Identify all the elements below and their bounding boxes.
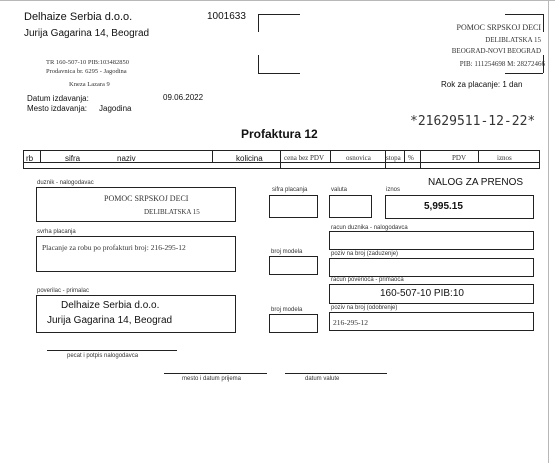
col-cena: cena bez PDV (284, 154, 325, 162)
signature-line (47, 350, 177, 351)
place-date-line (164, 373, 267, 374)
seller-store: Prodavnica br. 6295 - Jagodina (46, 68, 127, 75)
seller-name: Delhaize Serbia d.o.o. (24, 11, 133, 23)
col-osnovica: osnovica (346, 154, 371, 162)
col-sifra: sifra (65, 154, 81, 163)
page-top-border (0, 0, 555, 1)
model2-box (269, 314, 318, 333)
model2-label: broj modela (271, 307, 303, 313)
creditor-account-label: racun poverioca - primaoca (331, 277, 404, 283)
buyer-name: POMOC SRPSKOJ DECI (456, 23, 541, 32)
currency-box (329, 195, 372, 218)
payee-name: Delhaize Serbia d.o.o. (61, 300, 160, 311)
value-date-label: datum valute (305, 376, 340, 382)
col-iznos: iznos (497, 154, 512, 162)
purpose-box (36, 236, 236, 272)
ref2-value: 216-295-12 (333, 318, 368, 327)
place-date-label: mesto i datum prijema (182, 376, 242, 382)
buyer-pib: PIB: 111254698 M: 28272466 (459, 60, 545, 68)
model1-label: broj modela (271, 249, 303, 255)
issue-date-value: 09.06.2022 (163, 93, 204, 102)
barcode-text: *21629511-12-22* (410, 114, 536, 129)
amount-value: 5,995.15 (424, 201, 463, 212)
payee-label: poverilac - primalac (37, 288, 90, 294)
currency-label: valuta (331, 187, 348, 193)
issue-place-value: Jagodina (99, 104, 132, 113)
buyer-street: DELIBLATSKA 15 (485, 36, 541, 44)
col-kolicina: kolicina (236, 154, 263, 163)
payer-street: DELIBLATSKA 15 (144, 208, 200, 216)
order-heading: NALOG ZA PRENOS (428, 177, 524, 188)
payment-code-label: sifra placanja (272, 187, 308, 193)
col-naziv: naziv (117, 154, 136, 163)
buyer-city: BEOGRAD-NOVI BEOGRAD (451, 47, 541, 55)
creditor-account-value: 160-507-10 PIB:10 (380, 288, 464, 299)
col-rb: rb (26, 154, 34, 163)
issue-place-label: Mesto izdavanja: (27, 104, 88, 113)
col-stopa: stopa (386, 154, 401, 162)
purpose-label: svrha placanja (37, 229, 76, 235)
payment-terms: Rok za placanje: 1 dan (441, 80, 523, 89)
signature-label: pecat i potpis nalogodavca (67, 353, 139, 359)
purpose-text: Placanje za robu po profakturi broj: 216-295-12 (42, 243, 186, 252)
page-right-border (548, 0, 549, 463)
debtor-account-label: racun duznika - nalogodavca (331, 225, 408, 231)
payer-box (36, 187, 236, 222)
model1-box (269, 256, 318, 275)
seller-tr-pib: TR 160-507-10 PIB:103482850 (46, 59, 130, 66)
payer-name: POMOC SRPSKOJ DECI (104, 194, 189, 203)
value-date-line (285, 373, 387, 374)
col-pdv: PDV (452, 154, 467, 162)
payer-label: duznik - nalogodavac (37, 180, 94, 186)
ref2-label: poziv na broj (odobrenje) (331, 305, 398, 311)
col-percent: % (408, 154, 414, 162)
document-number: 1001633 (207, 11, 246, 22)
amount-label: iznos (386, 187, 401, 193)
document-title: Profaktura 12 (241, 127, 318, 141)
payee-address: Jurija Gagarina 14, Beograd (47, 315, 173, 326)
seller-street: Kneza Lazara 9 (69, 81, 110, 88)
seller-address: Jurija Gagarina 14, Beograd (24, 28, 150, 39)
ref1-box (329, 258, 534, 277)
issue-date-label: Datum izdavanja: (27, 94, 89, 103)
payment-code-box (269, 195, 318, 218)
ref1-label: poziv na broj (zaduzenje) (331, 251, 399, 257)
debtor-account-box (329, 231, 534, 250)
